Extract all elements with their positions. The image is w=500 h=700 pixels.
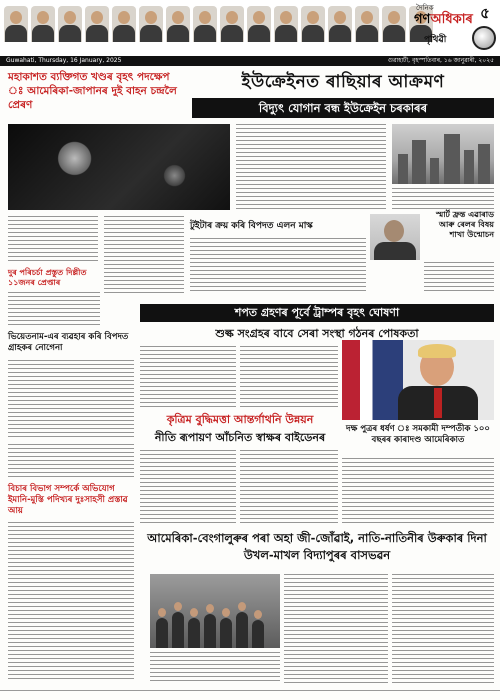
left-story-text: [8, 444, 134, 480]
main-story-text: [236, 124, 386, 210]
leader-portraits: [4, 6, 433, 42]
smart-story-text: [424, 262, 494, 292]
portrait-14: [355, 6, 379, 42]
logo-title-part2: অধিকাৰ: [430, 12, 473, 27]
trump-story-text-1: [140, 346, 236, 408]
portrait-4: [85, 6, 109, 42]
trump-photo: [342, 340, 494, 420]
court-headline: বিচাৰ বিভাগ সম্পৰ্কে অভিযোগ ইমানি-মুস্তি পদিখ্যৰ দুঃসাহসী প্ৰস্তাৱ আয়: [8, 484, 128, 516]
page-footer-rule: [0, 690, 500, 700]
musk-photo: [370, 214, 420, 260]
ai-subheadline: নীতি ৰূপায়ণ আঁচনিত স্বাক্ষৰ বাইডেনৰ: [154, 431, 326, 444]
trump-story-text-2: [240, 346, 338, 408]
ai-story-text-1: [140, 450, 236, 526]
portrait-1: [4, 6, 28, 42]
portrait-10: [247, 6, 271, 42]
trump-banner: শপত গ্ৰহণৰ পূৰ্বে ট্ৰাম্পৰ বৃহৎ ঘোষণা: [140, 304, 494, 322]
city-story-text: [392, 188, 494, 210]
portrait-7: [166, 6, 190, 42]
portrait-2: [31, 6, 55, 42]
ai-story-text-2: [240, 450, 338, 526]
space-story-text-2: [104, 216, 184, 294]
court-left-text: [8, 522, 134, 682]
portrait-5: [112, 6, 136, 42]
main-subheadline: বিদ্যুৎ যোগান বন্ধ ইউক্ৰেইন চৰকাৰৰ: [192, 98, 494, 118]
delhi-headline: দুৰ পৰিচৰ্চা প্ৰস্তুত দিল্লীত ১১জনৰ প্ৰেপ্তাৰ: [8, 268, 87, 287]
delhi-story-text: [8, 292, 100, 328]
musk-story-text: [190, 238, 366, 294]
masthead: [0, 0, 500, 58]
logo-kicker: দৈনিক: [416, 4, 434, 12]
globe-icon: [472, 26, 496, 50]
portrait-13: [328, 6, 352, 42]
trump-subbanner: শুল্ক সংগ্ৰহৰ বাবে সেৰা সংস্থা গঠনৰ পোষকতা: [215, 327, 419, 340]
family-headline: আমেৰিকা-বেংগালুৰুৰ পৰা অহা জী-জোঁৱাই, নাতি-নাতিনীৰ উৰুকাৰ দিনা উখল-মাখল বিদ্যাপুৰৰ বাসভৱন: [147, 531, 487, 562]
ai-headline: কৃত্ৰিম বুদ্ধিমত্তা আন্তৰ্গাথনি উন্নয়ন: [166, 413, 314, 426]
court-story-text: [342, 458, 494, 526]
family-story-text-3: [150, 652, 280, 684]
space-headline: মহাকাশত ব্যক্তিগত খণ্ডৰ বৃহৎ পদক্ষেপ ঃ আমেৰিকা-জাপানৰ দুই বাহন চন্দ্ৰলৈ প্ৰেৰণ: [8, 71, 177, 111]
family-story-text-1: [284, 574, 388, 684]
smart-headline: স্মাৰ্ট ফ্ৰন্ত এৱাৰাড আৰু ৰেলৰ বিষয় শাখা উন্মোচন: [435, 210, 494, 239]
page-number: ৫: [480, 4, 490, 22]
newspaper-logo: [414, 2, 498, 54]
vinfast-story-text: [8, 360, 134, 438]
portrait-3: [58, 6, 82, 42]
portrait-12: [301, 6, 325, 42]
portrait-8: [193, 6, 217, 42]
dateline-assamese: গুৱাহাটী, বৃহস্পতিবাৰ, ১৬ জানুৱাৰী, ২০২৫: [387, 57, 494, 64]
space-story-text-1: [8, 216, 98, 264]
portrait-15: [382, 6, 406, 42]
vinfast-headline: ভিয়েতনাম-এৰ ব্যৱহাৰ কৰি বিপদত গ্ৰাহকৰ নোগেনা: [8, 332, 129, 353]
logo-title: [414, 10, 473, 31]
main-headline: ইউক্ৰেইনত ৰাছিয়াৰ আক্ৰমণ: [241, 72, 445, 92]
family-story-text-2: [392, 574, 494, 684]
musk-headline: টুইটাৰ ক্ৰয় কৰি বিপদত এলন মাস্ক: [190, 221, 313, 231]
section-label: পৃথিৱী: [424, 35, 447, 45]
space-photo: [8, 124, 230, 210]
portrait-11: [274, 6, 298, 42]
dateline-bar: [0, 56, 500, 66]
logo-title-part1: গণ: [414, 12, 431, 27]
trump-photo-caption: দক্ষ পুত্ৰৰ ধৰ্ষণ ঃ সমকামী দম্পতীক ১০০ বছৰৰ কাৰাদণ্ড আমেৰিকাত: [346, 424, 490, 445]
family-photo: [150, 574, 280, 648]
portrait-6: [139, 6, 163, 42]
portrait-9: [220, 6, 244, 42]
dateline-english: Guwahati, Thursday, 16 January, 2025: [6, 57, 122, 64]
city-photo: [392, 124, 494, 184]
